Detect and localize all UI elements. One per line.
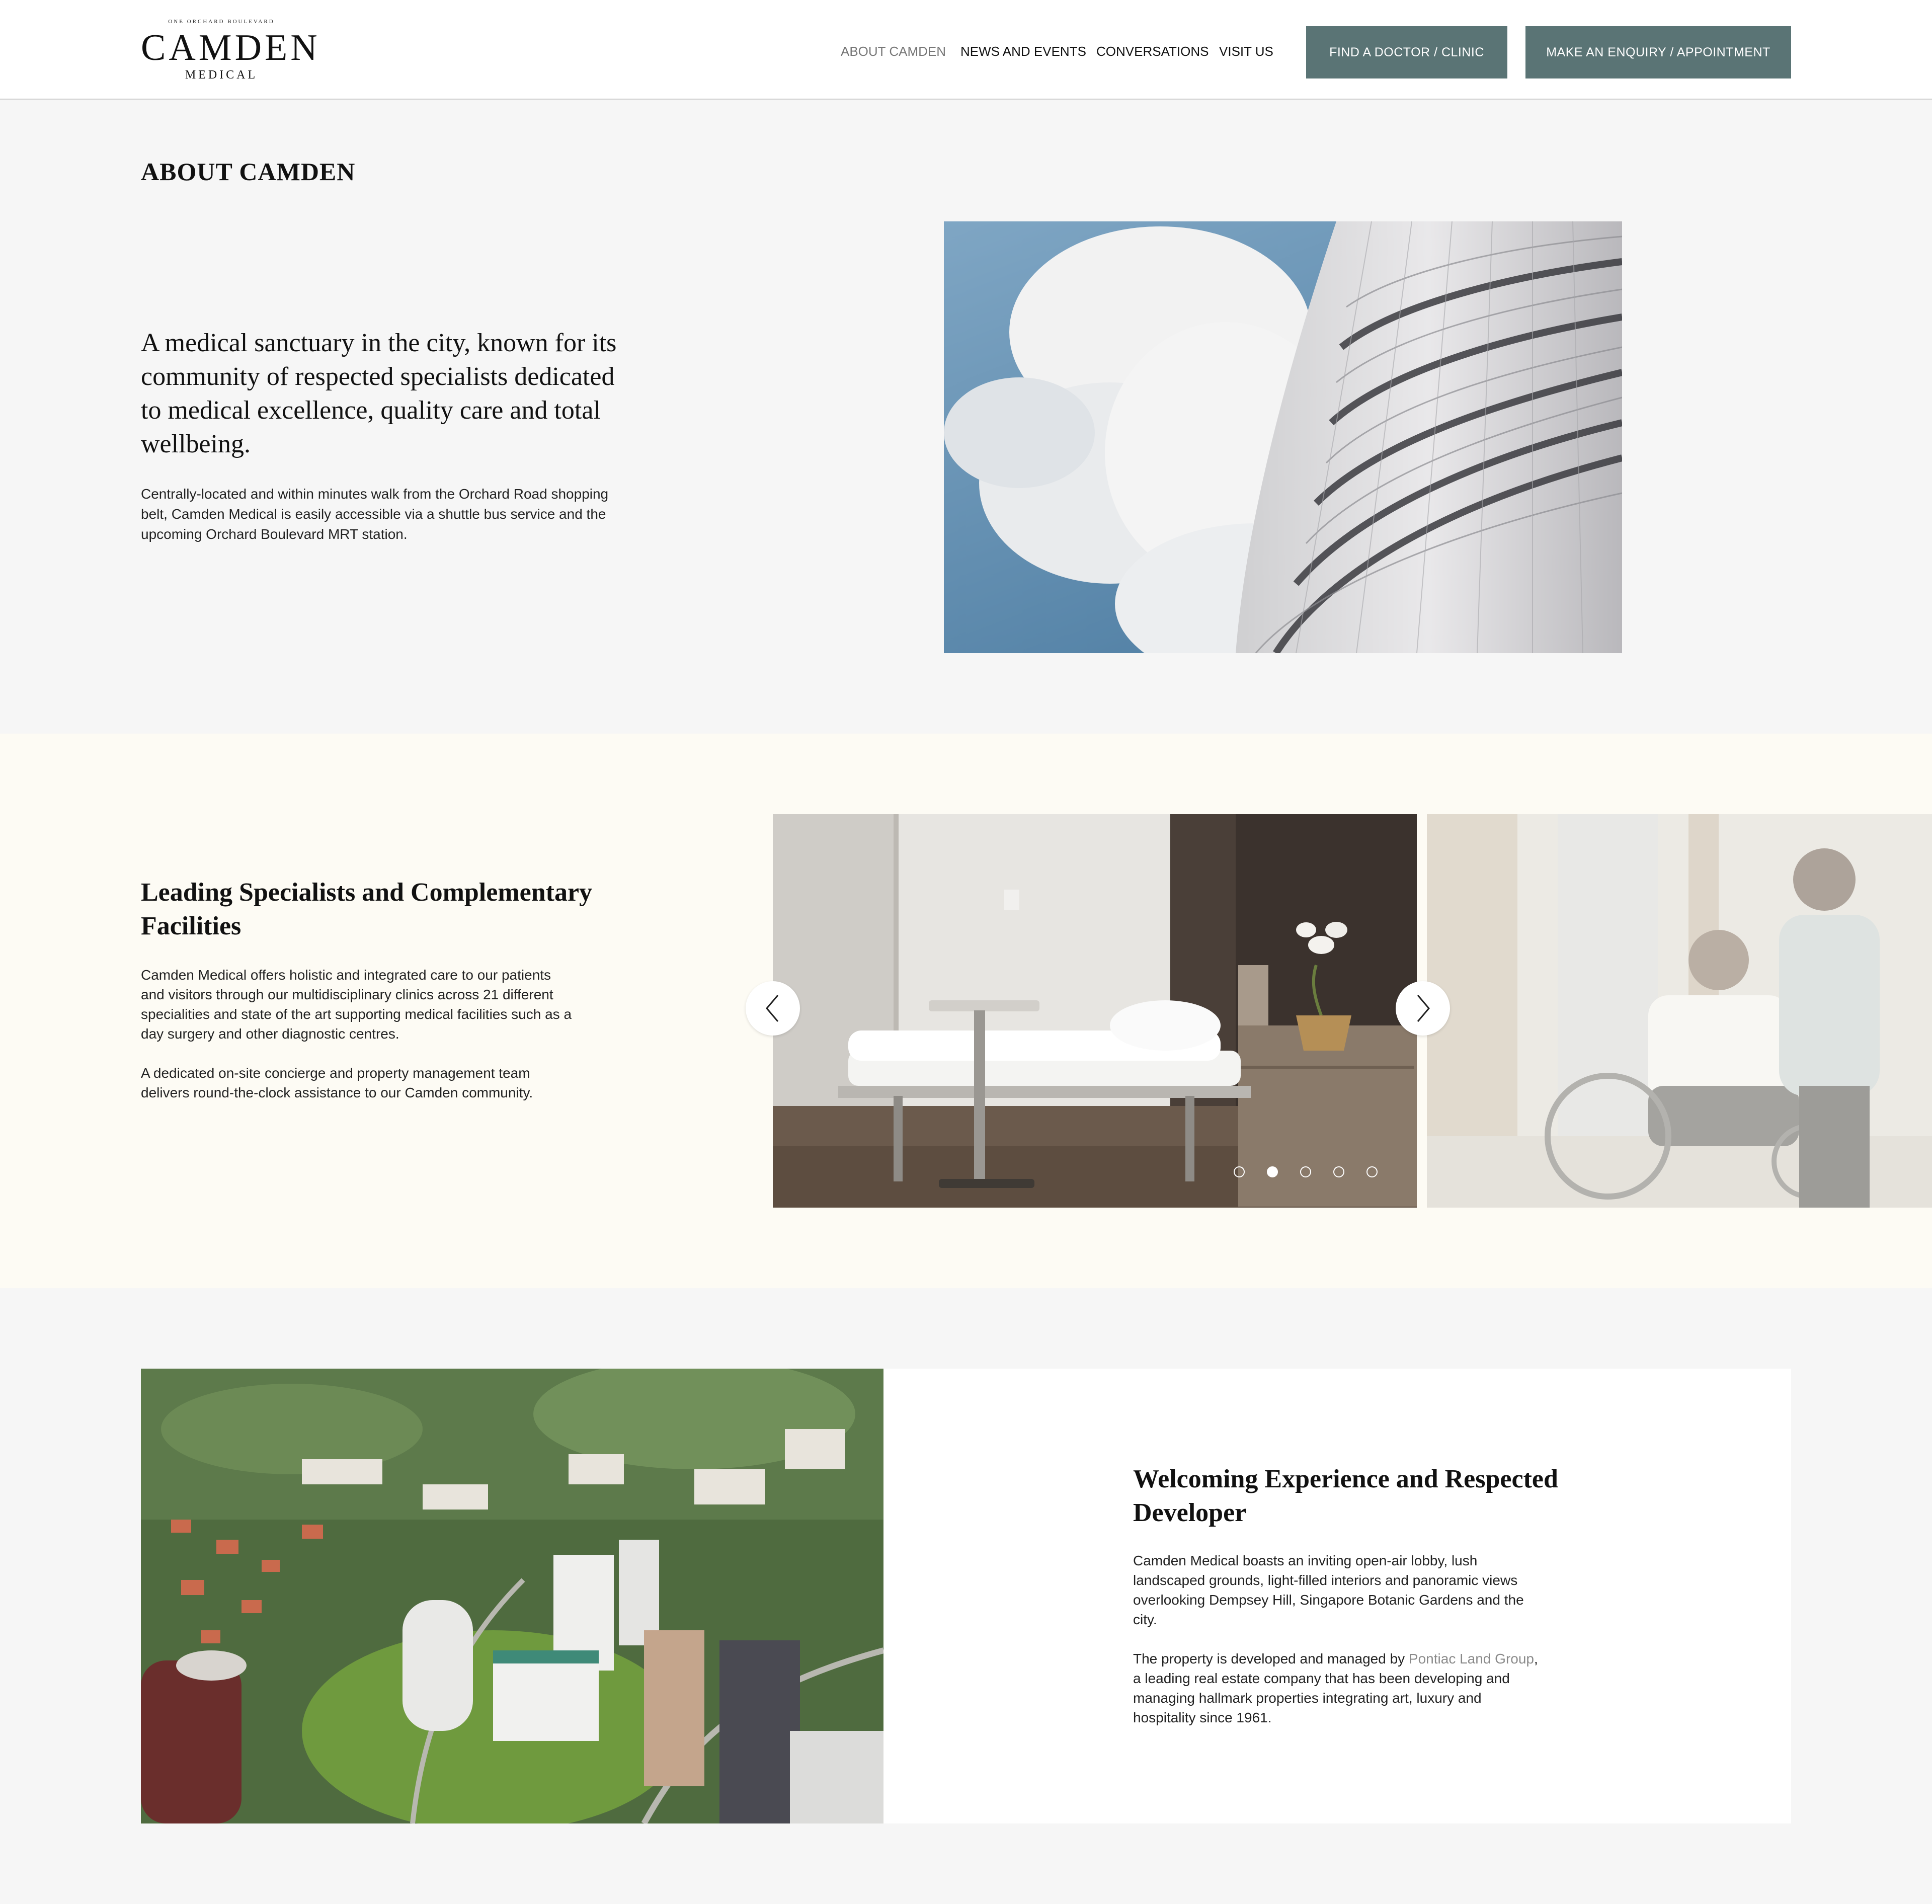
aerial-city-image [141, 1369, 883, 1823]
welcome-paragraph-2-intro: The property is developed and managed by [1133, 1651, 1409, 1667]
enquiry-appointment-button[interactable]: MAKE AN ENQUIRY / APPOINTMENT [1525, 26, 1791, 78]
hospital-room-illustration [773, 814, 1417, 1208]
carousel-dot[interactable] [1366, 1166, 1378, 1177]
carousel-prev-button[interactable] [746, 981, 800, 1036]
specialists-title: Leading Specialists and Complementary Facilities [141, 878, 593, 940]
nav-link-conversations[interactable]: CONVERSATIONS [1096, 43, 1209, 59]
carousel-dot[interactable] [1234, 1166, 1245, 1177]
site-header [0, 0, 1932, 100]
carousel-slide-next[interactable] [1427, 814, 1932, 1208]
chevron-right-icon [1413, 993, 1433, 1023]
logo-subtitle: MEDICAL [185, 68, 258, 82]
find-doctor-button[interactable]: FIND A DOCTOR / CLINIC [1306, 26, 1507, 78]
nav-item-news-and-events[interactable] [960, 42, 1086, 60]
carousel-slide-active[interactable] [773, 814, 1417, 1208]
specialists-body [141, 965, 574, 1102]
about-lead: A medical sanctuary in the city, known for its community of respected specialists dedicated to medical excellence, quality care and total wellbeing. [141, 329, 617, 458]
concierge-wheelchair-illustration [1427, 814, 1932, 1208]
pontiac-land-group-link[interactable]: Pontiac Land Group [1408, 1651, 1534, 1667]
logo-tagline: ONE ORCHARD BOULEVARD [168, 19, 275, 25]
specialists-paragraph-1: Camden Medical offers holistic and integrated care to our patients and visitors through our multidisciplinary clinics across 21 different specialities and state of the art supporting medical facilities such as a day surgery and other diagnostic centres. [141, 967, 572, 1042]
nav-link-about-camden[interactable]: ABOUT CAMDEN [841, 43, 946, 59]
nav-item-visit-us[interactable] [1219, 42, 1273, 60]
chevron-left-icon [763, 993, 783, 1023]
logo-wordmark: CAMDEN [141, 27, 320, 68]
page-title: ABOUT CAMDEN [141, 157, 356, 186]
carousel-dot-active[interactable] [1267, 1166, 1278, 1177]
specialists-section [0, 734, 1932, 1288]
carousel-dot[interactable] [1333, 1166, 1344, 1177]
welcome-title: Welcoming Experience and Respected Developer [1133, 1465, 1558, 1527]
carousel-next-button[interactable] [1396, 981, 1450, 1036]
about-body: Centrally-located and within minutes walk from the Orchard Road shopping belt, Camden Medical is easily accessible via a shuttle bus service and the upcoming Orchard Boulevard MRT station. [141, 486, 609, 542]
nav-link-news-and-events[interactable]: NEWS AND EVENTS [960, 43, 1086, 59]
welcome-paragraph-1: Camden Medical boasts an inviting open-air lobby, lush landscaped grounds, light-filled interiors and panoramic views overlooking Dempsey Hill, Singapore Botanic Gardens and the city. [1133, 1553, 1524, 1627]
welcome-card [883, 1369, 1791, 1823]
nav-link-visit-us[interactable]: VISIT US [1219, 43, 1273, 59]
building-facade-image [944, 221, 1622, 653]
specialists-paragraph-2: A dedicated on-site concierge and property management team delivers round-the-clock assistance to our Camden community. [141, 1065, 533, 1100]
nav-item-conversations[interactable] [1096, 42, 1209, 60]
nav-item-about-camden[interactable] [841, 42, 946, 60]
welcome-paragraph-2 [1133, 1649, 1546, 1727]
carousel-pagination [1234, 1166, 1378, 1177]
welcome-paragraph-2-outro: , a leading real estate company that has been developing and managing hallmark properties integrating art, luxury and hospitality since 1961. [1133, 1651, 1538, 1725]
building-facade-illustration [944, 221, 1622, 653]
camden-logo[interactable] [141, 18, 320, 84]
aerial-city-illustration [141, 1369, 883, 1823]
carousel-dot[interactable] [1300, 1166, 1311, 1177]
welcome-body [1133, 1551, 1546, 1727]
